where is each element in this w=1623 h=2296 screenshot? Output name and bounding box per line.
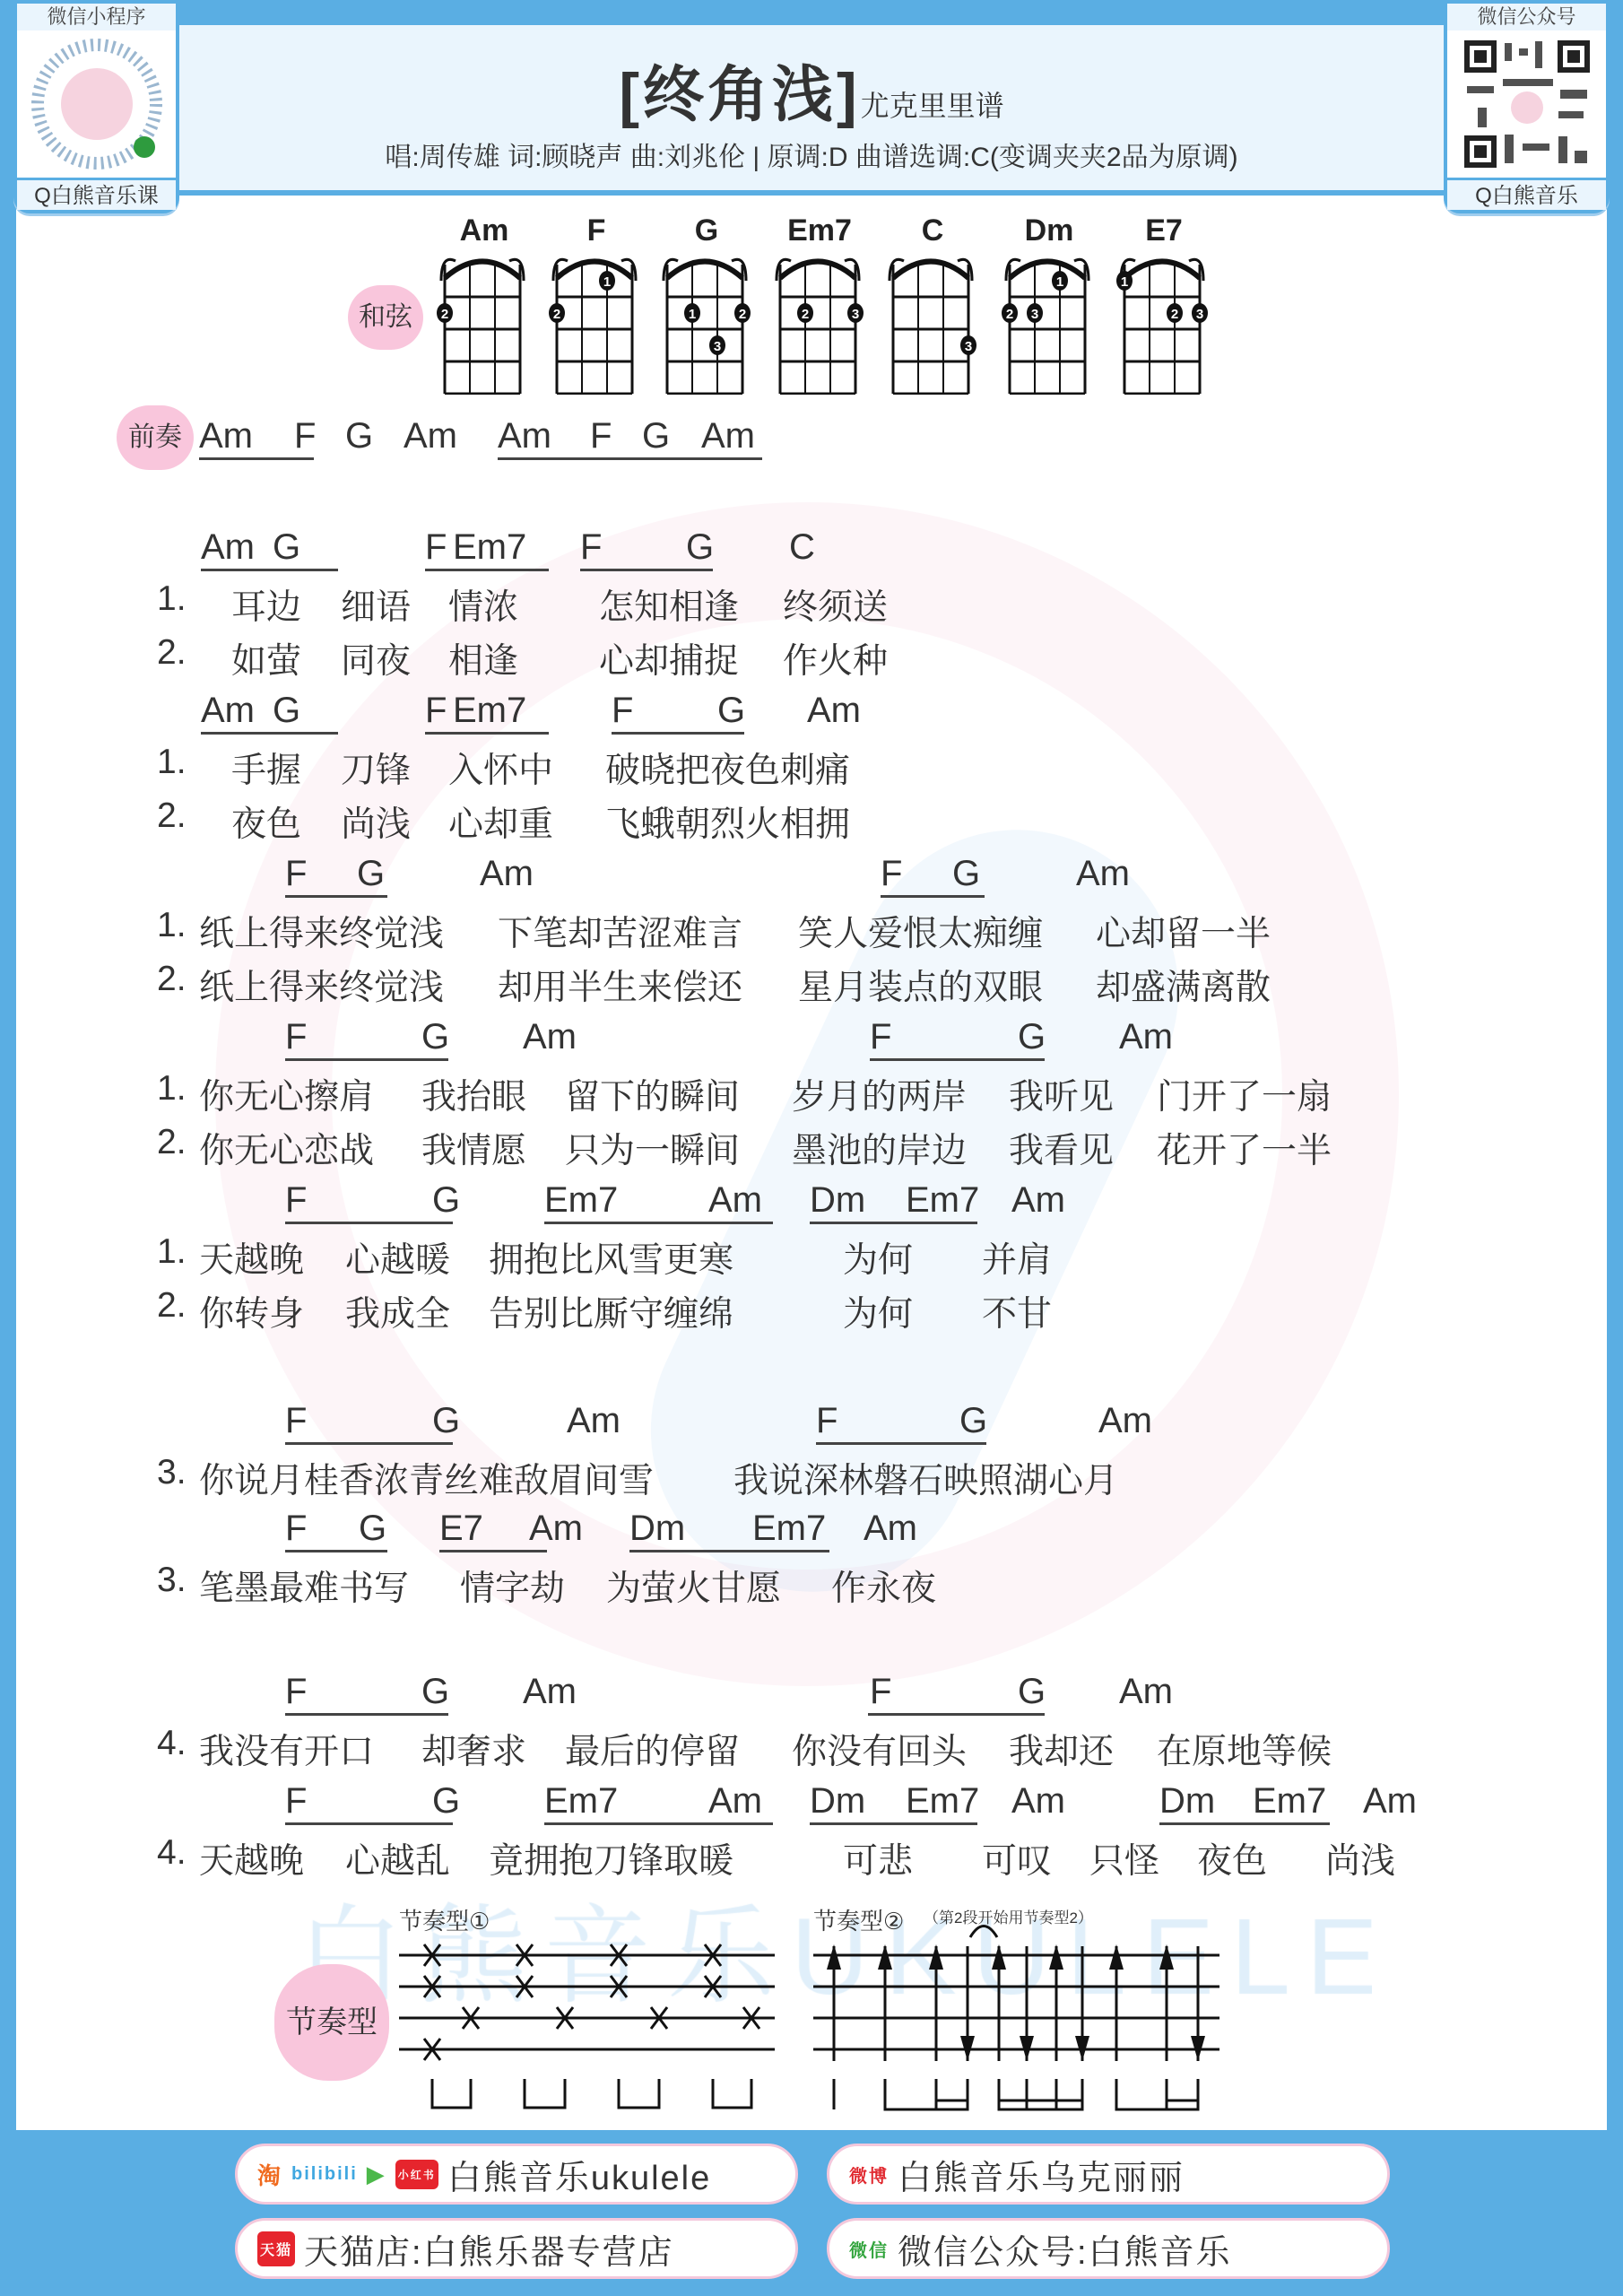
verse-number: 1.: [157, 743, 187, 781]
lyric-phrase: 天越晚: [199, 1842, 305, 1881]
chord-label: Am: [1011, 1781, 1065, 1821]
rhythm-label: 节奏型: [274, 1964, 389, 2081]
lyric-phrase: 我没有开口: [199, 1733, 375, 1771]
chord-label: F: [285, 1401, 308, 1440]
intro-chord: G: [345, 416, 374, 456]
lyric-phrase: 我说深林磐石映照湖心月: [733, 1462, 1119, 1500]
social-link-wechat[interactable]: [827, 2218, 1390, 2279]
strum-up-arrow: [827, 1944, 841, 1970]
song-title: [终角浅]: [619, 61, 861, 129]
lyric-phrase: 为萤火甘愿: [606, 1570, 782, 1608]
lyric-phrase: 你说月桂香浓青丝难敌眉间雪: [199, 1462, 655, 1500]
chord-label: Am: [1011, 1180, 1065, 1220]
qr-footer: Q白熊音乐: [1447, 178, 1606, 210]
chord-label: G: [421, 1017, 450, 1057]
verse-number: 4.: [157, 1833, 187, 1872]
lyric-phrase: 在原地等候: [1157, 1733, 1332, 1771]
social-link-tmall[interactable]: [235, 2218, 798, 2279]
chord-label: F: [285, 1672, 308, 1711]
verse-number: 2.: [157, 796, 187, 835]
chord-label: F: [285, 1509, 308, 1548]
lyric-phrase: 并肩: [982, 1241, 1053, 1280]
chord-name: Am: [459, 213, 509, 248]
finger-number: 3: [1030, 307, 1039, 322]
chord-label: G: [432, 1781, 461, 1821]
finger-number: 3: [851, 307, 860, 322]
lyric-phrase: 同夜: [341, 642, 412, 681]
chord-label: Em7: [544, 1781, 619, 1821]
chord-label: G: [432, 1180, 461, 1220]
beam-eighth: [432, 2079, 471, 2108]
song-meta: 唱:周传雄 词:顾晓声 曲:刘兆伦 | 原调:D 曲谱选调:C(变调夹夹2品为原调): [385, 143, 1238, 172]
lyric-phrase: 不甘: [982, 1295, 1053, 1334]
chord-label: Am: [201, 691, 255, 730]
lyric-phrase: 夜色: [1197, 1842, 1268, 1881]
intro-chord: F: [294, 416, 317, 456]
lyric-phrase: 最后的停留: [565, 1733, 741, 1771]
intro-chord: Am: [498, 416, 551, 456]
lyric-phrase: 入怀中: [448, 752, 554, 790]
lyric-phrase: 可悲: [843, 1842, 914, 1881]
finger-number: 3: [713, 339, 722, 354]
social-link-video[interactable]: [235, 2144, 798, 2205]
lyric-phrase: 我情愿: [421, 1132, 527, 1170]
lyric-phrase: 只怪: [1089, 1842, 1160, 1881]
lyric-phrase: 却用半生来偿还: [498, 969, 743, 1007]
verse-number: 2.: [157, 1286, 187, 1325]
chords-label: 和弦: [348, 285, 423, 350]
intro-chord: F: [590, 416, 612, 456]
finger-number: 2: [738, 307, 747, 322]
lyric-phrase: 下笔却苦涩难言: [498, 915, 743, 953]
intro-label: 前奏: [117, 405, 194, 470]
lyric-phrase: 心却重: [448, 805, 554, 844]
chord-name: G: [694, 213, 719, 248]
pattern2-label: 节奏型②: [813, 1908, 905, 1935]
chord-label: Am: [523, 1672, 577, 1711]
finger-number: 2: [1170, 307, 1179, 322]
chord-name: E7: [1145, 213, 1183, 248]
pattern1-label: 节奏型①: [399, 1908, 490, 1935]
lyric-phrase: 我抬眼: [421, 1078, 527, 1117]
beam-eighth: [713, 2079, 751, 2108]
link-text: 白熊音乐ukulele: [447, 2159, 712, 2197]
intro-chord: Am: [199, 416, 253, 456]
chord-label: Am: [708, 1180, 762, 1220]
lyric-phrase: 门开了一扇: [1157, 1078, 1332, 1117]
lyric-phrase: 我成全: [345, 1295, 451, 1334]
chord-label: Em7: [906, 1180, 980, 1220]
chord-label: F: [870, 1672, 892, 1711]
chord-label: Em7: [544, 1180, 619, 1220]
finger-number: 2: [1005, 307, 1014, 322]
chord-name: C: [921, 213, 944, 248]
chord-label: Am: [807, 691, 861, 730]
lyric-phrase: 纸上得来终觉浅: [199, 969, 445, 1007]
chord-name: Dm: [1024, 213, 1074, 248]
verse-number: 2.: [157, 960, 187, 998]
song-subtitle: 尤克里里谱: [860, 90, 1004, 122]
verse-number: 2.: [157, 1123, 187, 1161]
video-play-icon: ▶: [366, 2160, 386, 2187]
strum-up-arrow: [878, 1944, 892, 1970]
finger-number: 1: [1055, 274, 1064, 290]
chord-label: Am: [201, 527, 255, 567]
xiaohongshu-icon: 小红书: [395, 2160, 438, 2189]
beam-eighth: [619, 2079, 659, 2108]
beam-group: [885, 2079, 968, 2109]
chord-label: G: [273, 691, 301, 730]
lyric-phrase: 为何: [843, 1241, 914, 1280]
chord-label: F: [881, 854, 903, 893]
lyric-phrase: 相逢: [448, 642, 519, 681]
intro-chord: Am: [404, 416, 457, 456]
pattern2-note: （第2段开始用节奏型2）: [924, 1909, 1093, 1926]
lyric-phrase: 为何: [843, 1295, 914, 1334]
beam-group: [999, 2079, 1082, 2109]
chord-label: G: [359, 1509, 387, 1548]
lyric-phrase: 尚浅: [341, 805, 412, 844]
lyric-phrase: 我看见: [1009, 1132, 1115, 1170]
lyric-phrase: 竟拥抱刀锋取暖: [489, 1842, 734, 1881]
strum-up-arrow: [992, 1944, 1006, 1970]
chord-label: G: [717, 691, 746, 730]
lyric-phrase: 终须送: [783, 588, 889, 627]
lyric-phrase: 作永夜: [831, 1570, 937, 1608]
lyric-phrase: 情字劫: [460, 1570, 566, 1608]
chord-label: F: [285, 1017, 308, 1057]
chord-label: Em7: [752, 1509, 827, 1548]
chord-label: Em7: [1253, 1781, 1327, 1821]
verse-number: 3.: [157, 1561, 187, 1599]
chord-label: E7: [439, 1509, 483, 1548]
chord-label: F: [285, 1781, 308, 1821]
chord-name: Em7: [787, 213, 852, 248]
verse-number: 4.: [157, 1724, 187, 1762]
chord-label: G: [686, 527, 715, 567]
chord-label: G: [1018, 1017, 1046, 1057]
verse-number: 1.: [157, 906, 187, 944]
lyric-phrase: 你没有回头: [792, 1733, 968, 1771]
lyric-phrase: 却盛满离散: [1096, 969, 1271, 1007]
beam-eighth: [525, 2079, 565, 2108]
chord-label: Am: [529, 1509, 583, 1548]
finger-number: 2: [552, 307, 561, 322]
lyric-phrase: 只为一瞬间: [565, 1132, 741, 1170]
finger-number: 3: [1195, 307, 1204, 322]
chord-label: G: [952, 854, 981, 893]
bilibili-icon: bilibili: [291, 2163, 358, 2184]
qr-footer: Q白熊音乐课: [17, 178, 176, 210]
chord-label: Am: [523, 1017, 577, 1057]
intro-chord: G: [642, 416, 671, 456]
lyric-phrase: 刀锋: [341, 752, 412, 790]
chord-label: Am: [1119, 1672, 1173, 1711]
chord-label: F: [612, 691, 634, 730]
chord-label: G: [273, 527, 301, 567]
chord-label: Am: [480, 854, 534, 893]
lyric-phrase: 星月装点的双眼: [798, 969, 1044, 1007]
lyric-phrase: 岁月的两岸: [792, 1078, 968, 1117]
lyric-phrase: 告别比厮守缠绵: [489, 1295, 734, 1334]
taobao-icon: 淘: [257, 2161, 283, 2189]
chord-label: Em7: [453, 691, 527, 730]
chord-label: Em7: [906, 1781, 980, 1821]
tmall-icon: 天猫: [257, 2231, 295, 2266]
chord-label: F: [425, 527, 447, 567]
lyric-phrase: 你无心恋战: [199, 1132, 375, 1170]
chord-label: F: [870, 1017, 892, 1057]
link-text: 微信公众号:白熊音乐: [898, 2233, 1232, 2272]
chord-label: G: [357, 854, 386, 893]
chord-label: F: [580, 527, 603, 567]
weibo-icon: 微博: [849, 2166, 889, 2187]
chord-label: Em7: [453, 527, 527, 567]
chord-label: Am: [1098, 1401, 1152, 1440]
lyric-phrase: 笔墨最难书写: [199, 1570, 410, 1608]
chord-label: Dm: [810, 1180, 866, 1220]
chord-label: F: [285, 1180, 308, 1220]
lyric-phrase: 细语: [341, 588, 412, 627]
lyric-phrase: 拥抱比风雪更寒: [489, 1241, 734, 1280]
lyric-phrase: 心却留一半: [1096, 915, 1271, 953]
chord-label: F: [425, 691, 447, 730]
verse-number: 2.: [157, 633, 187, 672]
chord-label: C: [789, 527, 815, 567]
chord-label: Dm: [629, 1509, 686, 1548]
chord-label: Am: [1076, 854, 1130, 893]
link-text: 天猫店:白熊乐器专营店: [304, 2233, 674, 2272]
qr-caption: 微信公众号: [1447, 4, 1606, 30]
lyric-phrase: 天越晚: [199, 1241, 305, 1280]
lyric-phrase: 你转身: [199, 1295, 305, 1334]
lyric-phrase: 心越暖: [345, 1241, 451, 1280]
verse-number: 1.: [157, 1069, 187, 1108]
chord-label: F: [816, 1401, 838, 1440]
lyric-phrase: 心却捕捉: [599, 642, 740, 681]
lyric-phrase: 墨池的岸边: [792, 1132, 968, 1170]
lyric-phrase: 尚浅: [1325, 1842, 1396, 1881]
lyric-phrase: 飞蛾朝烈火相拥: [605, 805, 851, 844]
verse-number: 1.: [157, 1232, 187, 1271]
lyric-phrase: 却奢求: [421, 1733, 527, 1771]
lyric-phrase: 手握: [231, 752, 302, 790]
finger-number: 1: [1120, 274, 1129, 290]
chord-label: Am: [864, 1509, 917, 1548]
chord-label: G: [959, 1401, 988, 1440]
lyric-phrase: 如萤: [231, 642, 302, 681]
chord-label: G: [421, 1672, 450, 1711]
lyric-phrase: 笑人爱恨太痴缠: [798, 915, 1044, 953]
chord-name: F: [586, 213, 606, 248]
lyric-phrase: 纸上得来终觉浅: [199, 915, 445, 953]
social-link-weibo[interactable]: [827, 2144, 1390, 2205]
lyric-phrase: 作火种: [783, 642, 889, 681]
chord-label: Dm: [1159, 1781, 1216, 1821]
strum-up-arrow: [1049, 1944, 1063, 1970]
finger-number: 1: [688, 307, 697, 322]
wechat-icon: 微信: [849, 2240, 889, 2261]
strum-up-arrow: [929, 1944, 943, 1970]
strum-up-arrow: [1159, 1944, 1174, 1970]
verse-number: 3.: [157, 1453, 187, 1492]
lyric-phrase: 破晓把夜色刺痛: [605, 752, 851, 790]
chord-label: G: [1018, 1672, 1046, 1711]
lyric-phrase: 夜色: [231, 805, 302, 844]
lyric-phrase: 情浓: [448, 588, 519, 627]
verse-number: 1.: [157, 579, 187, 618]
chord-label: Am: [567, 1401, 621, 1440]
lyric-phrase: 心越乱: [345, 1842, 451, 1881]
tie-arc: [970, 1926, 997, 1938]
lyric-phrase: 你无心擦肩: [199, 1078, 375, 1117]
finger-number: 1: [603, 274, 612, 290]
lyric-phrase: 可叹: [982, 1842, 1053, 1881]
chord-label: G: [432, 1401, 461, 1440]
finger-number: 2: [801, 307, 810, 322]
chord-label: Dm: [810, 1781, 866, 1821]
lyric-phrase: 花开了一半: [1157, 1132, 1332, 1170]
chord-label: Am: [708, 1781, 762, 1821]
link-text: 白熊音乐乌克丽丽: [898, 2159, 1185, 2197]
qr-caption: 微信小程序: [17, 4, 176, 30]
intro-chord: Am: [701, 416, 755, 456]
chord-label: Am: [1363, 1781, 1417, 1821]
chord-label: F: [285, 854, 308, 893]
finger-number: 3: [964, 339, 973, 354]
beam-group: [1116, 2079, 1198, 2109]
finger-number: 2: [440, 307, 449, 322]
chord-label: Am: [1119, 1017, 1173, 1057]
lyric-phrase: 我听见: [1009, 1078, 1115, 1117]
lyric-phrase: 怎知相逢: [599, 588, 740, 627]
lyric-phrase: 我却还: [1009, 1733, 1115, 1771]
lyric-phrase: 耳边: [231, 588, 302, 627]
strum-up-arrow: [1109, 1944, 1124, 1970]
lyric-phrase: 留下的瞬间: [565, 1078, 741, 1117]
